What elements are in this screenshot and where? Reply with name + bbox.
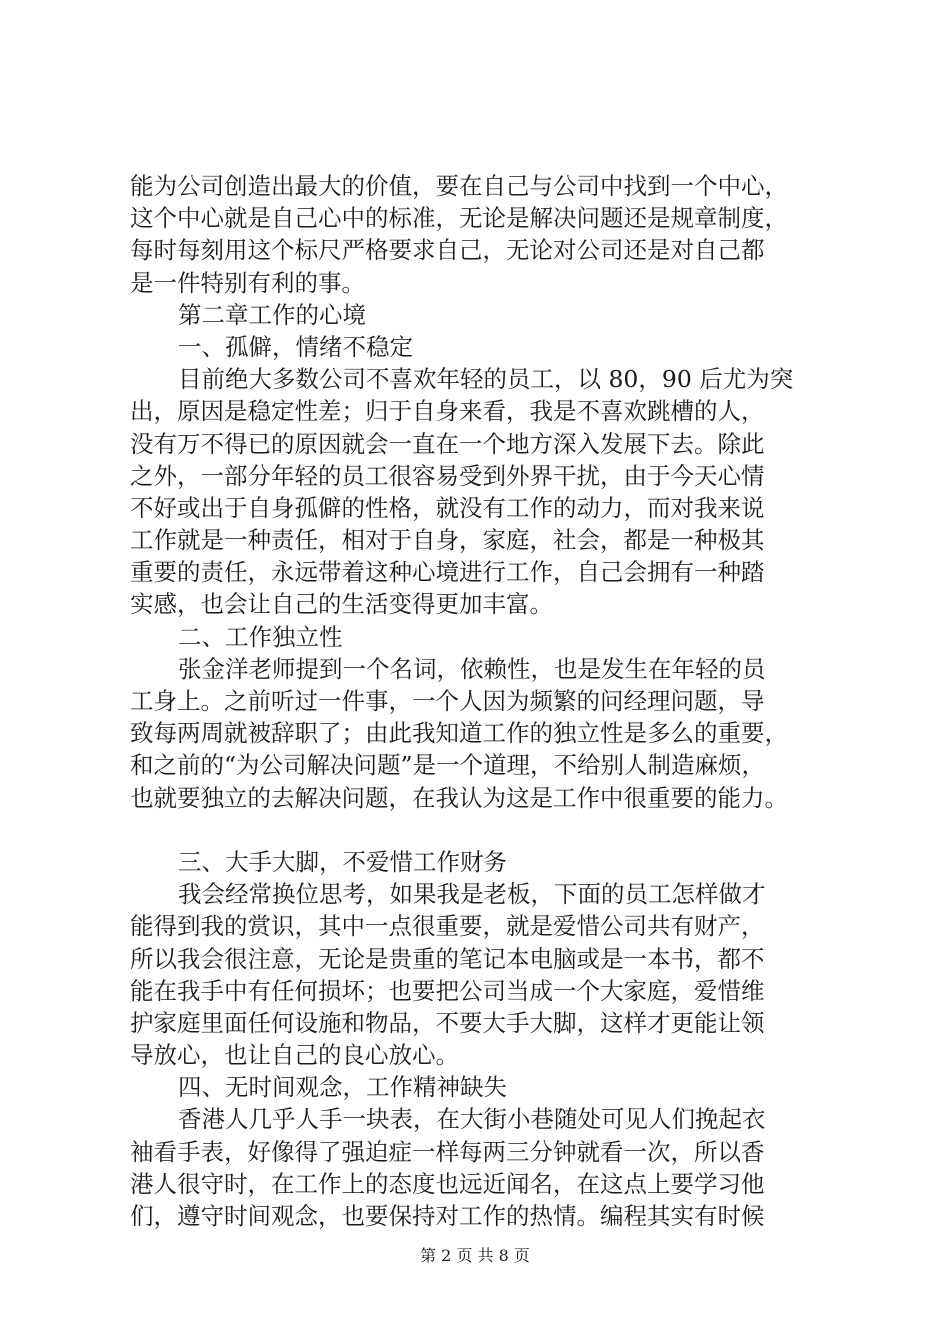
text-line: 工身上。之前听过一件事，一个人因为频繁的问经理问题，导 bbox=[130, 687, 765, 715]
text-line: 们，遵守时间观念，也要保持对工作的热情。编程其实有时候 bbox=[130, 1202, 765, 1230]
text-line: 所以我会很注意，无论是贵重的笔记本电脑或是一本书，都不 bbox=[130, 944, 765, 973]
text-line: 没有万不得已的原因就会一直在一个地方深入发展下去。除此 bbox=[130, 429, 765, 458]
text-line: 重要的责任，永远带着这种心境进行工作，自己会拥有一种踏 bbox=[130, 558, 765, 587]
blank-line bbox=[130, 814, 845, 846]
text-line: 致每两周就被辞职了；由此我知道工作的独立性是多么的重要， bbox=[130, 719, 788, 748]
text-line: 四、无时间观念，工作精神缺失 bbox=[178, 1073, 507, 1102]
text-line: 港人很守时，在工作上的态度也远近闻名，在这点上要学习他 bbox=[130, 1169, 765, 1198]
text-line: 工作就是一种责任，相对于自身，家庭，社会，都是一种极其 bbox=[130, 526, 765, 555]
text-line: 是一件特别有利的事。 bbox=[130, 268, 365, 297]
text-line: 能在我手中有任何损坏；也要把公司当成一个大家庭，爱惜维 bbox=[130, 976, 765, 1005]
text-line: 第二章工作的心境 bbox=[178, 300, 366, 329]
text-line: 之外，一部分年轻的员工很容易受到外界干扰，由于今天心情 bbox=[130, 461, 765, 490]
text-line: 每时每刻用这个标尺严格要求自己，无论对公司还是对自己都 bbox=[130, 236, 765, 265]
text-line: 出，原因是稳定性差；归于自身来看，我是不喜欢跳槽的人， bbox=[130, 397, 765, 426]
text-line: 能得到我的赏识，其中一点很重要，就是爱惜公司共有财产， bbox=[130, 912, 765, 941]
text-line: 二、工作独立性 bbox=[178, 622, 343, 651]
text-line: 袖看手表，好像得了强迫症一样每两三分钟就看一次，所以香 bbox=[130, 1137, 765, 1166]
text-line: 张金洋老师提到一个名词，依赖性，也是发生在年轻的员 bbox=[178, 654, 766, 683]
text-line: 和之前的“为公司解决问题”是一个道理，不给别人制造麻烦， bbox=[130, 751, 766, 780]
text-line: 这个中心就是自己心中的标准，无论是解决问题还是规章制度， bbox=[130, 204, 788, 233]
text-line: 一、孤僻，情绪不稳定 bbox=[178, 332, 413, 361]
text-line: 护家庭里面任何设施和物品，不要大手大脚，这样才更能让领 bbox=[130, 1008, 765, 1037]
text-line: 三、大手大脚，不爱惜工作财务 bbox=[178, 847, 507, 876]
text-line: 不好或出于自身孤僻的性格，就没有工作的动力，而对我来说 bbox=[130, 493, 765, 522]
text-line: 香港人几乎人手一块表，在大街小巷随处可见人们挽起衣 bbox=[178, 1105, 766, 1134]
page-footer: 第 2 页 共 8 页 bbox=[420, 1246, 530, 1265]
document-body bbox=[130, 170, 845, 1232]
text-line: 我会经常换位思考，如果我是老板，下面的员工怎样做才 bbox=[178, 880, 766, 909]
text-line: 目前绝大多数公司不喜欢年轻的员工，以 80，90 后尤为突 bbox=[178, 365, 794, 394]
text-line: 导放心，也让自己的良心放心。 bbox=[130, 1041, 459, 1070]
text-line: 也就要独立的去解决问题，在我认为这是工作中很重要的能力。 bbox=[130, 783, 788, 812]
text-line: 能为公司创造出最大的价值，要在自己与公司中找到一个中心， bbox=[130, 172, 788, 200]
text-line: 实感，也会让自己的生活变得更加丰富。 bbox=[130, 590, 553, 619]
